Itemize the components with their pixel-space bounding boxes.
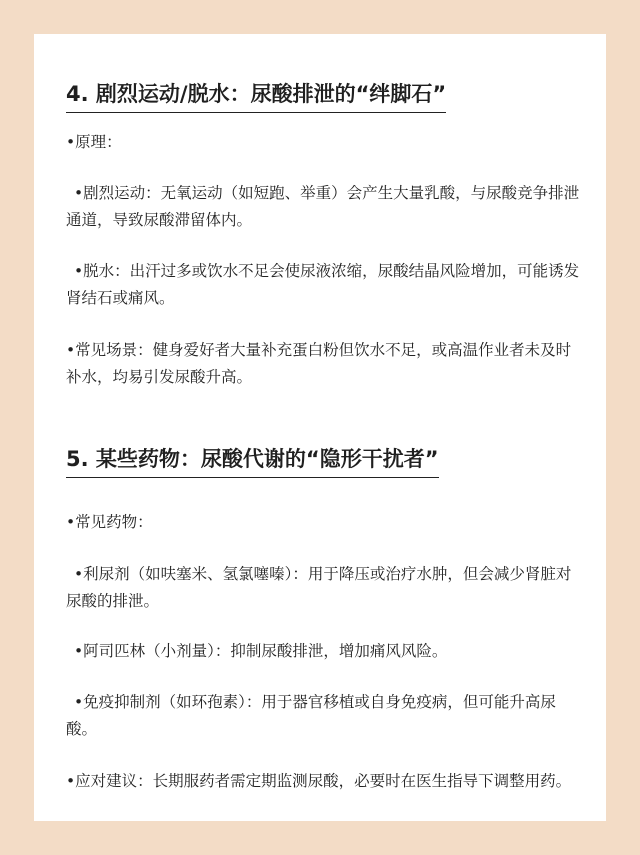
- exercise-point: •剧烈运动：无氧运动（如短跑、举重）会产生大量乳酸，与尿酸竞争排泄通道，导致尿酸滞留体内。: [66, 184, 580, 229]
- aspirin-point: •阿司匹林（小剂量）：抑制尿酸排泄，增加痛风风险。: [74, 642, 448, 660]
- section-4-title: 4. 剧烈运动/脱水：尿酸排泄的“绊脚石”: [66, 79, 446, 113]
- section-5-title: 5. 某些药物：尿酸代谢的“隐形干扰者”: [66, 444, 439, 478]
- article-card: [34, 34, 606, 821]
- dehydration-point: •脱水：出汗过多或饮水不足会使尿液浓缩，尿酸结晶风险增加，可能诱发肾结石或痛风。: [66, 262, 580, 307]
- immunosuppressants-point: •免疫抑制剂（如环孢素）：用于器官移植或自身免疫病，但可能升高尿酸。: [66, 693, 556, 738]
- drugs-label: •常见药物：: [66, 513, 153, 531]
- principle-label: •原理：: [66, 133, 122, 151]
- scenarios-point: •常见场景：健身爱好者大量补充蛋白粉但饮水不足，或高温作业者未及时补水，均易引发尿酸升高。: [66, 341, 572, 386]
- diuretics-point: •利尿剂（如呋塞米、氢氯噻嗪）：用于降压或治疗水肿，但会减少肾脏对尿酸的排泄。: [66, 565, 572, 610]
- advice-point: •应对建议：长期服药者需定期监测尿酸，必要时在医生指导下调整用药。: [66, 772, 572, 790]
